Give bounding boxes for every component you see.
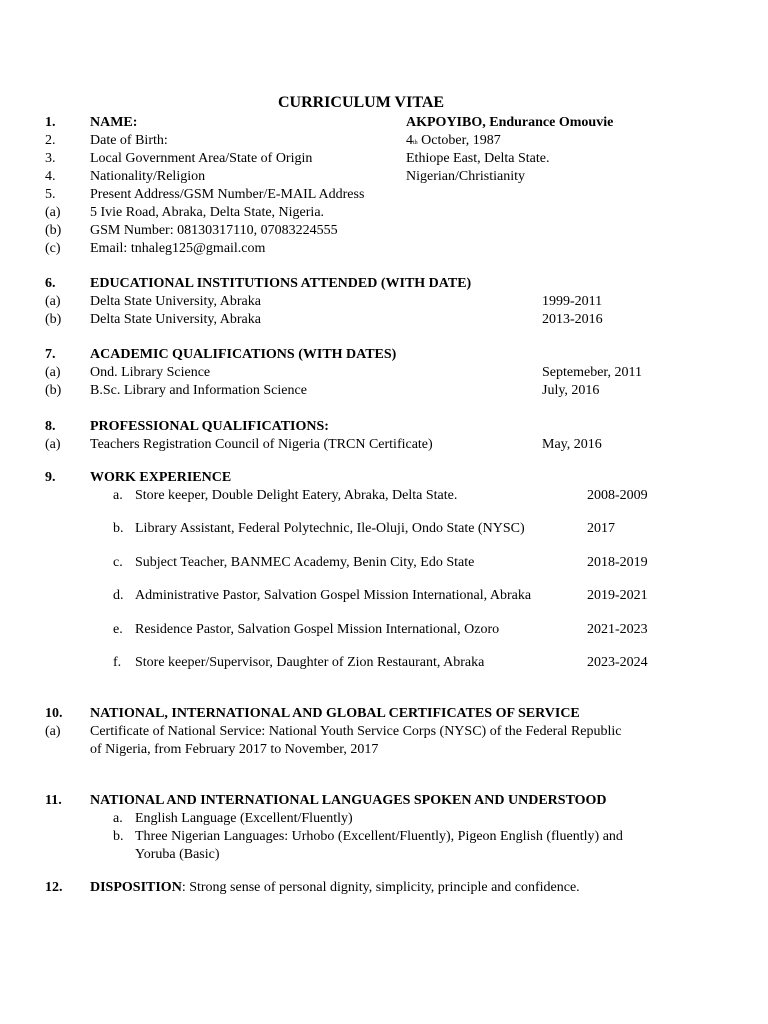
dob-row [0,132,768,150]
list-item [0,364,768,382]
dob-label: Date of Birth: [90,133,168,148]
address-header-label: Present Address/GSM Number/E-MAIL Address [90,187,365,202]
section-heading [0,705,768,723]
list-item-continuation [0,741,768,759]
item-letter: a. [113,811,123,826]
item-date: 2013-2016 [542,312,603,327]
item-number: 4. [45,169,56,184]
item-text: Delta State University, Abraka [90,312,261,327]
item-text: Store keeper/Supervisor, Daughter of Zion Restaurant, Abraka [135,655,485,670]
section-heading [0,418,768,436]
nationality-value: Nigerian/Christianity [406,169,525,184]
section-heading [0,346,768,364]
item-text: Certificate of National Service: National Youth Service Corps (NYSC) of the Federal Republic [90,724,622,739]
section-heading [0,469,768,487]
section-number: 10. [45,706,63,721]
address-row [0,204,768,222]
list-item [0,723,768,741]
section-number: 12. [45,880,63,895]
item-text: Ond. Library Science [90,365,211,380]
item-date: 2021-2023 [587,622,648,637]
item-letter: a. [113,488,123,503]
section-number: 11. [45,793,62,808]
item-number: (c) [45,241,61,256]
list-item [0,487,768,505]
list-item [0,554,768,572]
item-letter: f. [113,655,122,670]
item-text: of Nigeria, from February 2017 to November, 2017 [90,742,379,757]
item-number: (a) [45,724,61,739]
item-text: Delta State University, Abraka [90,294,261,309]
section-heading [0,792,768,810]
list-item [0,382,768,400]
item-date: 1999-2011 [542,294,603,309]
item-letter: c. [113,555,123,570]
item-number: (b) [45,312,62,327]
item-number: 2. [45,133,56,148]
name-label: NAME: [90,115,138,130]
item-text: Administrative Pastor, Salvation Gospel Mission International, Abraka [135,588,532,603]
list-item [0,311,768,329]
lga-row [0,150,768,168]
list-item [0,587,768,605]
item-letter: b. [113,829,124,844]
lga-value: Ethiope East, Delta State. [406,151,550,166]
email-row [0,240,768,258]
section-title: WORK EXPERIENCE [90,470,232,485]
item-text: English Language (Excellent/Fluently) [135,811,353,826]
section-number: 7. [45,347,56,362]
section-number: 6. [45,276,56,291]
list-item [0,621,768,639]
dob-day: 4 [406,133,413,148]
section-number: 9. [45,470,56,485]
gsm-text: GSM Number: 08130317110, 07083224555 [90,223,338,238]
item-number: (b) [45,383,62,398]
list-item [0,654,768,672]
disposition-row [0,879,768,897]
list-item [0,520,768,538]
item-text: Three Nigerian Languages: Urhobo (Excellent/Fluently), Pigeon English (fluently) and [135,829,623,844]
email-text: Email: tnhaleg125@gmail.com [90,241,266,256]
list-item [0,436,768,454]
address-header-row [0,186,768,204]
disposition-text: : Strong sense of personal dignity, simplicity, principle and confidence. [181,880,580,895]
name-value: AKPOYIBO, Endurance Omouvie [406,115,614,130]
section-title: NATIONAL, INTERNATIONAL AND GLOBAL CERTIFICATES OF SERVICE [90,706,580,721]
item-letter: d. [113,588,124,603]
section-number: 8. [45,419,56,434]
item-date: 2019-2021 [587,588,648,603]
section-title: DISPOSITION [90,880,182,895]
address-text: 5 Ivie Road, Abraka, Delta State, Nigeria. [90,205,325,220]
item-text: Yoruba (Basic) [135,847,220,862]
item-number: 1. [45,115,56,130]
section-title: NATIONAL AND INTERNATIONAL LANGUAGES SPOKEN AND UNDERSTOOD [90,793,607,808]
item-number: (a) [45,294,61,309]
list-item [0,293,768,311]
list-item-continuation [0,846,768,864]
dob-rest: October, 1987 [417,133,501,148]
item-date: 2023-2024 [587,655,648,670]
item-text: Store keeper, Double Delight Eatery, Abraka, Delta State. [135,488,458,503]
item-number: (b) [45,223,62,238]
item-date: Septemeber, 2011 [542,365,643,380]
list-item [0,810,768,828]
gsm-row [0,222,768,240]
item-text: Library Assistant, Federal Polytechnic, Ile-Oluji, Ondo State (NYSC) [135,521,525,536]
item-letter: b. [113,521,124,536]
section-title: ACADEMIC QUALIFICATIONS (WITH DATES) [90,347,397,362]
list-item [0,828,768,846]
nationality-row [0,168,768,186]
item-number: 5. [45,187,56,202]
item-number: (a) [45,205,61,220]
item-text: Teachers Registration Council of Nigeria (TRCN Certificate) [90,437,433,452]
disposition-content [90,879,580,897]
item-number: (a) [45,365,61,380]
item-number: (a) [45,437,61,452]
item-text: B.Sc. Library and Information Science [90,383,307,398]
item-number: 3. [45,151,56,166]
page-title: CURRICULUM VITAE [277,94,445,111]
item-text: Subject Teacher, BANMEC Academy, Benin City, Edo State [135,555,475,570]
section-title: PROFESSIONAL QUALIFICATIONS: [90,419,329,434]
nationality-label: Nationality/Religion [90,169,206,184]
item-date: 2018-2019 [587,555,648,570]
dob-suffix: th [413,140,418,146]
item-date: May, 2016 [542,437,602,452]
item-text: Residence Pastor, Salvation Gospel Mission International, Ozoro [135,622,500,637]
dob-value [406,132,501,150]
item-date: 2017 [587,521,615,536]
item-date: 2008-2009 [587,488,648,503]
item-letter: e. [113,622,123,637]
section-heading [0,275,768,293]
name-row [0,114,768,132]
item-date: July, 2016 [542,383,600,398]
section-title: EDUCATIONAL INSTITUTIONS ATTENDED (WITH DATE) [90,276,472,291]
lga-label: Local Government Area/State of Origin [90,151,313,166]
